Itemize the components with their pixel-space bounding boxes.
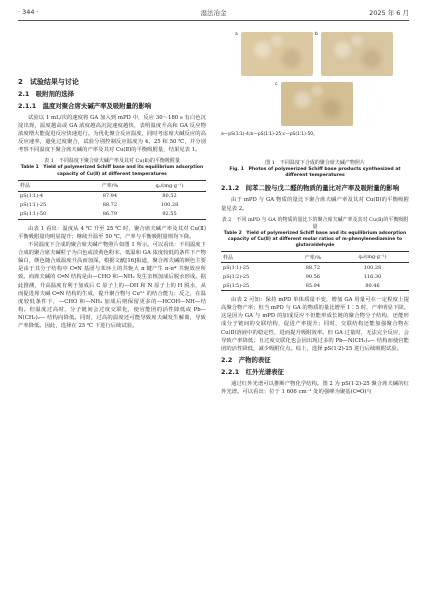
table2-caption-zh: 表 2 不同 mPD 与 GA 的物质的量比下的聚合席夫碱产率及其对 Cu(Ⅱ)的平衡吸附量	[221, 216, 409, 230]
section-2-2-title: 2.2 产物的表征	[221, 355, 271, 364]
table1-header: 样品	[18, 180, 87, 191]
table-row	[221, 281, 409, 291]
table2-caption-en: Table 2 Yield of polymerized Schiff base and its equilibrium adsorption capacity of Cu(Ⅱ) at different molar ratios of m-phenylenediamine to glutaraldehyde	[223, 230, 407, 248]
section-2-1-2-title: 2.1.2 间苯二胺与戊二醛的物质的量比对产率及吸附量的影响	[221, 184, 399, 193]
table1-caption-zh: 表 1 不同温度下聚合席夫碱产率及其对 Cu(Ⅱ)的平衡吸附量	[44, 158, 180, 165]
photo-b	[321, 32, 393, 76]
table-row	[18, 210, 206, 220]
table1	[18, 180, 206, 220]
table-cell: pS(1∶5)-25	[221, 281, 290, 291]
section-2-title: 2 试验结果与讨论	[18, 78, 79, 86]
section-2-1-1-title: 2.1.1 温度对聚合席夫碱产率及吸附量的影响	[18, 102, 152, 110]
table-cell: 92.55	[133, 210, 206, 220]
paragraph: 由表 1 看出：温度从 4 ℃ 升至 25 ℃ 时，聚合席夫碱产率及其对 Cu(Ⅱ)平衡吸附量均明显提升；继续升温至 50 ℃，产率与平衡吸附量则均下降。	[18, 225, 206, 240]
table1-caption	[18, 158, 206, 177]
paragraph: 由表 2 可知：保持 mPD 单体质量不变，增加 GA 用量可在一定程度上提高聚合物产率；但当 mPD 与 GA 的物质的量比增至 1∶5 时，产率明显下降。这是因为 GA 与 mPD 的加成反应不但能形成长链的聚合物分子结构，还能形成分子链间的交联结构，促进产率提升；同时，交联结构还能加强聚合物在 Cu(Ⅱ)溶液中的稳定性，进而提升吸附效率。但 GA 过量时，无法完全反应，会导致产率降低；且过度交联化也会因出现过多的 Pb—N(CH₂)₂— 结构而使官能团的活性降低，减少吸附位点。综上，选择 pS(1∶2)-25 进行后续吸附试验。	[221, 297, 409, 352]
table-cell: 116.30	[363, 273, 382, 280]
photo-label-c: c	[275, 82, 278, 87]
header-rule	[18, 20, 409, 21]
table1-caption-en: Table 1 Yield of polymerized Schiff base and its equilibrium adsorption capacity of Cu(Ⅱ) at different temperatures	[20, 165, 204, 177]
paragraph: 试验以 1 mL/次的速度将 GA 加入到 mPD 中，反应 30～180 s 有白色沉淀出现，温度越高或 GA 浓度越高沉淀速度越快，表明温度升高和 GA 反应物浓度增大能促进反应快速进行。为优化聚合反应温度，同时考虑席夫碱反应的高反应速率，避免过度聚合，试验分别控制反应温度为 4、25 和 50 ℃，并分别考察不同温度下聚合席夫碱的产率及其对 Cu(Ⅱ)的平衡吸附量，结果见表 1。	[18, 115, 206, 154]
section-2-1-title: 2.1 吸附剂的选择	[18, 90, 75, 98]
journal-name: 湿法冶金	[200, 9, 227, 17]
page-number: · 344 ·	[18, 8, 39, 16]
paragraph: 不同温度下合成的聚合席夫碱产物照片如图 1 所示。可以看出：不同温度下合成的聚合席夫碱粒子为白色或淡黄色粉末，低温和 GA 浓度较低的条件下产物偏白，颜色随合成温度升高而加深。根据文献[16]报道，聚合席夫碱的颜色主要是由于其分子结构中 C═N 基团与苯环上的共轭大 π 键产生 π-π* 共轭效应所致。而席夫碱的 C═N 结构是由—CHO 和—NH₂ 发生亲核加成后脱水形成。据此推测，升高温度有利于加成后 C 原子上的—OH 和 N 原子上的 H 脱水，从而促进席夫碱 C═N 结构的生成，提升聚合物与 Cu²⁺ 的结合能力；反之，在温度较低条件下，—CHO 和—NH₂ 加成后则保留更多的—HCOH—NH—结构。但温度过高时，分子链间会过度交联化，使官能团的活性降低或 Pb—N(CH₂)₂— 结构向降低。同时，过高的温度还可能导致席夫碱发生解离，导致产率降低。因此，选择在 25 ℃ 下进行后续试验。	[18, 242, 206, 329]
table-row	[221, 272, 409, 281]
table2-header: 产率/%	[290, 252, 336, 263]
figure1-caption-zh: 图 1 不同温度下合成的聚合席夫碱产物照片	[265, 160, 365, 166]
photo-a	[241, 32, 313, 76]
table-cell: 90.56	[305, 273, 321, 280]
table-cell: 87.94	[102, 193, 118, 200]
photo-label-b: b	[315, 32, 318, 37]
table-row	[18, 201, 206, 210]
left-column	[18, 26, 206, 330]
figure1-photos	[221, 30, 409, 156]
table2	[221, 251, 409, 291]
issue-date: 2025 年 6 月	[369, 9, 409, 17]
paragraph: 由于 mPD 与 GA 物质的量比下聚合席夫碱产率及其对 Cu(Ⅱ)的平衡吸附量见表 2。	[221, 197, 409, 212]
table2-header: 样品	[221, 252, 290, 263]
figure1-caption-en: Fig. 1 Photos of polymerized Schiff base products synthesized at different temperatures	[229, 167, 401, 179]
table-cell: 85.94	[290, 281, 336, 291]
table-cell: pS(1∶1)-25	[223, 264, 250, 271]
table2-caption	[221, 217, 409, 250]
table-cell: 88.72	[102, 202, 118, 209]
photo-label-a: a	[235, 32, 238, 37]
right-column	[221, 26, 409, 396]
table-cell: 80.46	[336, 281, 409, 291]
table1-header: 产率/%	[87, 180, 133, 191]
figure1-sublabels: a—pS(1∶1)-4;b—pS(1∶1)-25;c—pS(1∶1)-50。	[221, 132, 318, 137]
table-cell: pS(1∶1)-25	[20, 202, 47, 209]
table1-header: qₑ/(mg·g⁻¹)	[133, 180, 206, 191]
running-header	[18, 6, 409, 20]
table-cell: pS(1∶2)-25	[223, 273, 250, 280]
section-2-2-1-title: 2.2.1 红外光谱表征	[221, 367, 284, 376]
table2-header: qₑ/(mg·g⁻¹)	[336, 252, 409, 263]
table-cell: 80.52	[162, 193, 177, 200]
table-cell: pS(1∶1)-4	[20, 193, 44, 200]
table-row	[18, 191, 206, 201]
table-cell: 86.79	[87, 210, 133, 220]
table-row	[221, 263, 409, 273]
photo-c	[281, 82, 353, 126]
table-cell: 100.28	[160, 202, 179, 209]
figure1-caption	[221, 160, 409, 179]
table-cell: 88.72	[305, 264, 321, 271]
table-cell: 100.28	[363, 264, 382, 271]
paragraph: 通过红外光谱可以推断产物化学结构。图 2 为 pS(1∶2)-25 聚合席夫碱的红外光谱。可以看出：位于 1 606 cm⁻¹ 处的强峰为聚基(C═O)与	[221, 380, 409, 395]
table-cell: pS(1∶1)-50	[18, 210, 87, 220]
